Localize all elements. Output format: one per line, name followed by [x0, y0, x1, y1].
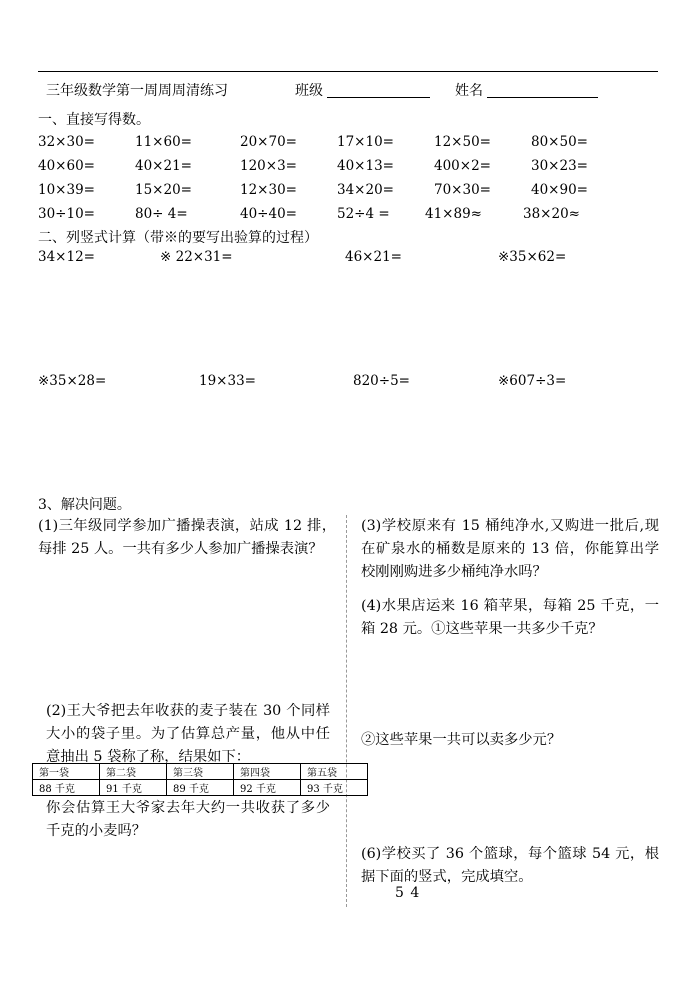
- problem-4-question-2: ②这些苹果一共可以卖多少元？: [361, 732, 562, 748]
- table-cell: 91 千克: [100, 780, 167, 796]
- class-field[interactable]: [327, 81, 430, 98]
- header-rule: [38, 71, 658, 72]
- section2-heading: 二、列竖式计算（带※的要写出验算的过程）: [38, 230, 318, 246]
- table-cell: 第四袋: [234, 764, 301, 780]
- problem: 41×89≈: [425, 206, 482, 222]
- problem: 10×39=: [38, 182, 95, 198]
- mental-math-row: [38, 158, 658, 178]
- table-cell: 第五袋: [301, 764, 368, 780]
- problem: 40×13=: [337, 158, 394, 174]
- problem: 70×30=: [434, 182, 491, 198]
- mental-math-row: [38, 206, 658, 226]
- mental-math-row: [38, 182, 658, 202]
- problem: 34×12=: [38, 249, 95, 265]
- table-cell: 第二袋: [100, 764, 167, 780]
- problem-1: (1)三年级同学参加广播操表演，站成 12 排，每排 25 人。一共有多少人参加广播操表演？: [38, 518, 336, 557]
- problem: 19×33=: [199, 373, 256, 389]
- table-cell: 第一袋: [33, 764, 100, 780]
- problem: 20×70=: [240, 134, 297, 150]
- problem: 40×60=: [38, 158, 95, 174]
- problem: 38×20≈: [523, 206, 580, 222]
- vertical-calc-row: [38, 373, 658, 393]
- table-cell: 第三袋: [167, 764, 234, 780]
- problem-6: (6)学校买了 36 个篮球，每个篮球 54 元，根据下面的竖式，完成填空。: [361, 846, 659, 885]
- problem: 12×50=: [434, 134, 491, 150]
- problem: 52÷4 =: [337, 206, 390, 222]
- mental-math-row: [38, 134, 658, 154]
- problem: 46×21=: [345, 249, 402, 265]
- problem-3: (3)学校原来有 15 桶纯净水,又购进一批后,现在矿泉水的桶数是原来的 13 倍，你能算出学校刚刚购进多少桶纯净水吗？: [361, 518, 659, 580]
- column-divider: [346, 515, 347, 907]
- problem: 17×10=: [337, 134, 394, 150]
- table-cell: 92 千克: [234, 780, 301, 796]
- problem: ※35×62=: [498, 249, 567, 265]
- class-label: 班级: [295, 83, 323, 99]
- section3-heading: 3、解决问题。: [38, 497, 131, 513]
- problem: 30÷10=: [38, 206, 95, 222]
- problem: 120×3=: [240, 158, 297, 174]
- table-cell: 89 千克: [167, 780, 234, 796]
- problem: 12×30=: [240, 182, 297, 198]
- problem: 15×20=: [135, 182, 192, 198]
- problem: 32×30=: [38, 134, 95, 150]
- problem: ※35×28=: [38, 373, 107, 389]
- problem: ※607÷3=: [498, 373, 567, 389]
- problem-4: (4)水果店运来 16 箱苹果，每箱 25 千克，一箱 28 元。①这些苹果一共多少千克？: [361, 598, 659, 637]
- problem: 11×60=: [135, 134, 192, 150]
- name-field[interactable]: [487, 81, 598, 98]
- vertical-calc-row: [38, 249, 658, 269]
- bag-weight-table: [32, 763, 368, 796]
- problem: ※ 22×31=: [160, 249, 233, 265]
- vertical-form-top: 5 4: [395, 885, 421, 901]
- table-cell: 88 千克: [33, 780, 100, 796]
- problem: 30×23=: [531, 158, 588, 174]
- section1-heading: 一、直接写得数。: [38, 112, 150, 128]
- table-cell: 93 千克: [301, 780, 368, 796]
- problem: 40×21=: [135, 158, 192, 174]
- worksheet-title: 三年级数学第一周周周清练习: [46, 83, 228, 99]
- problem: 40×90=: [531, 182, 588, 198]
- table-header-row: [33, 764, 368, 780]
- problem: 80÷ 4=: [135, 206, 188, 222]
- problem: 40÷40=: [240, 206, 297, 222]
- problem: 400×2=: [434, 158, 491, 174]
- problem: 80×50=: [531, 134, 588, 150]
- problem-2: (2)王大爷把去年收获的麦子装在 30 个同样大小的袋子里。为了估算总产量，他从中任意抽出 5 袋称了称，结果如下：: [46, 703, 330, 765]
- problem: 34×20=: [337, 182, 394, 198]
- name-label: 姓名: [455, 83, 483, 99]
- problem: 820÷5=: [353, 373, 410, 389]
- problem-2-question: 你会估算王大爷家去年大约一共收获了多少千克的小麦吗？: [46, 800, 330, 839]
- table-row: [33, 780, 368, 796]
